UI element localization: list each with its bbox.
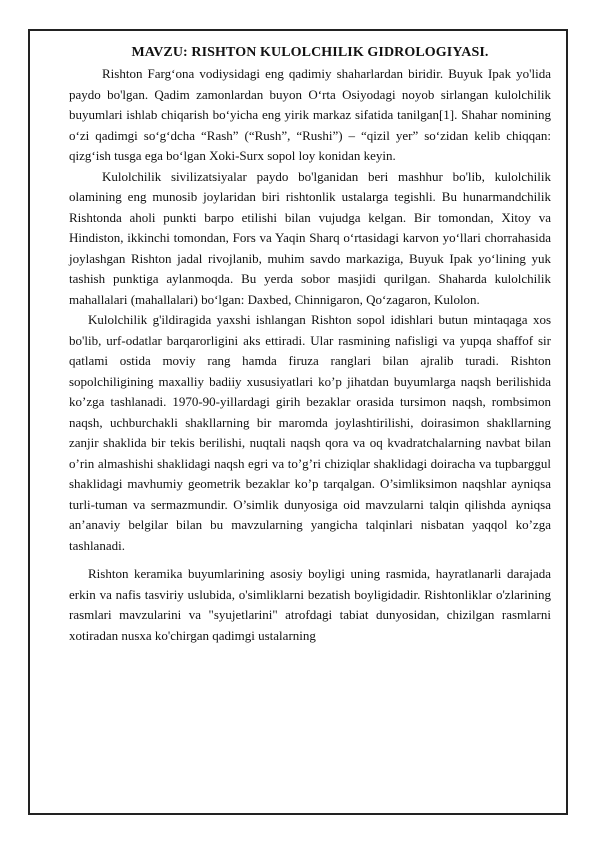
paragraph-4: Rishton keramika buyumlarining asosiy boyligi uning rasmida, hayratlanarli darajada erkin va nafis tasviriy uslubida, o'simliklarni bezatish boyligidadir. Rishtonliklar o'zlarining rasmlari mavzularini va "syujetlarini" atrofdagi tabiat dunyosidan, chizilgan rasmlarni xotiradan nusxa ko'chirgan qadimgi ustalarning — [69, 566, 551, 643]
document-title: MAVZU: RISHTON KULOLCHILIK GIDROLOGIYASI. — [131, 45, 489, 60]
paragraph-2: Kulolchilik sivilizatsiyalar paydo bo'lganidan beri mashhur bo'lib, kulolchilik olamining eng munosib joylaridan biri rishtonlik ustalarga tegishli. Bu hunarmandchilik Rishtonda aholi punkti barpo etilishi bilan vujudga kelgan. Bir tomondan, Xitoy va Hindiston, ikkinchi tomondan, Fors va Yaqin Sharq o‘rtasidagi karvon yo‘llari chorrahasida joylashgan Rishton jadal rivojlanib, muhim savdo markaziga, Buyuk Ipak yo‘lining yuk tashish punktiga aylanmoqda. Bu yerda sobor masjidi qurilgan. Shaharda kulolchilik mahallalari (mahallalari) bo‘lgan: Daxbed, Chinnigaron, Qo‘zagaron, Kulolon. — [69, 168, 551, 307]
paragraph-3: Kulolchilik g'ildiragida yaxshi ishlangan Rishton sopol idishlari butun mintaqaga xos bo'lib, urf-odatlar barqarorligini aks ettiradi. Ular rasmining nafisligi va yupqa shaffof sir qatlami ostida moviy rang hamda firuza ranglari bilan ajralib turadi. Rishton sopolchiligining maxalliy badiiy xususiyatlari ko’p jihatdan buyumlarga naqsh berilishida ko’zga tashlanadi. 1970-90-yillardagi girih bezaklar orasida tursimon naqsh, rombsimon naqsh, uchburchakli shakllarning bir maromda joylashtirilishi, doirasimon shakllarning zanjir shaklida bir tekis berilishi, nuqtali naqsh qora va oq kvadratchalarning navbat bilan o’rin almashishi shaklidagi naqsh egri va to’g’ri chiziqlar shaklidagi doiracha va tupbarggul shaklidagi mavhumiy geometrik bezaklar ko’p tarqalgan. O’simliksimon naqshlar ayniqsa turli-tuman va sermazmundir. O’simlik dunyosiga oid mavzularni talqin qilishda ayniqsa an’anaviy belgilar bilan bu mavzularning yangicha talqinlari nisbatan yaqqol ko’zga tashlanadi. — [69, 312, 551, 553]
page-frame — [28, 29, 568, 815]
paragraph-1: Rishton Farg‘ona vodiysidagi eng qadimiy shaharlardan biridir. Buyuk Ipak yo'lida paydo bo'lgan. Qadim zamonlardan buyon O‘rta Osiyodagi noyob sirlangan kulolchilik buyumlari ishlab chiqarish bo‘yicha eng yirik markaz sifatida tanilgan[1]. Shahar nomining o‘zi qadimgi so‘g‘dcha “Rash” (“Rush”, “Rushi”) – “qizil yer” so‘zidan kelib chiqqan: qizg‘ish tusga ega bo‘lgan Xoki-Surx sopol loy konidan keyin. — [69, 66, 551, 163]
document-body — [69, 43, 551, 646]
